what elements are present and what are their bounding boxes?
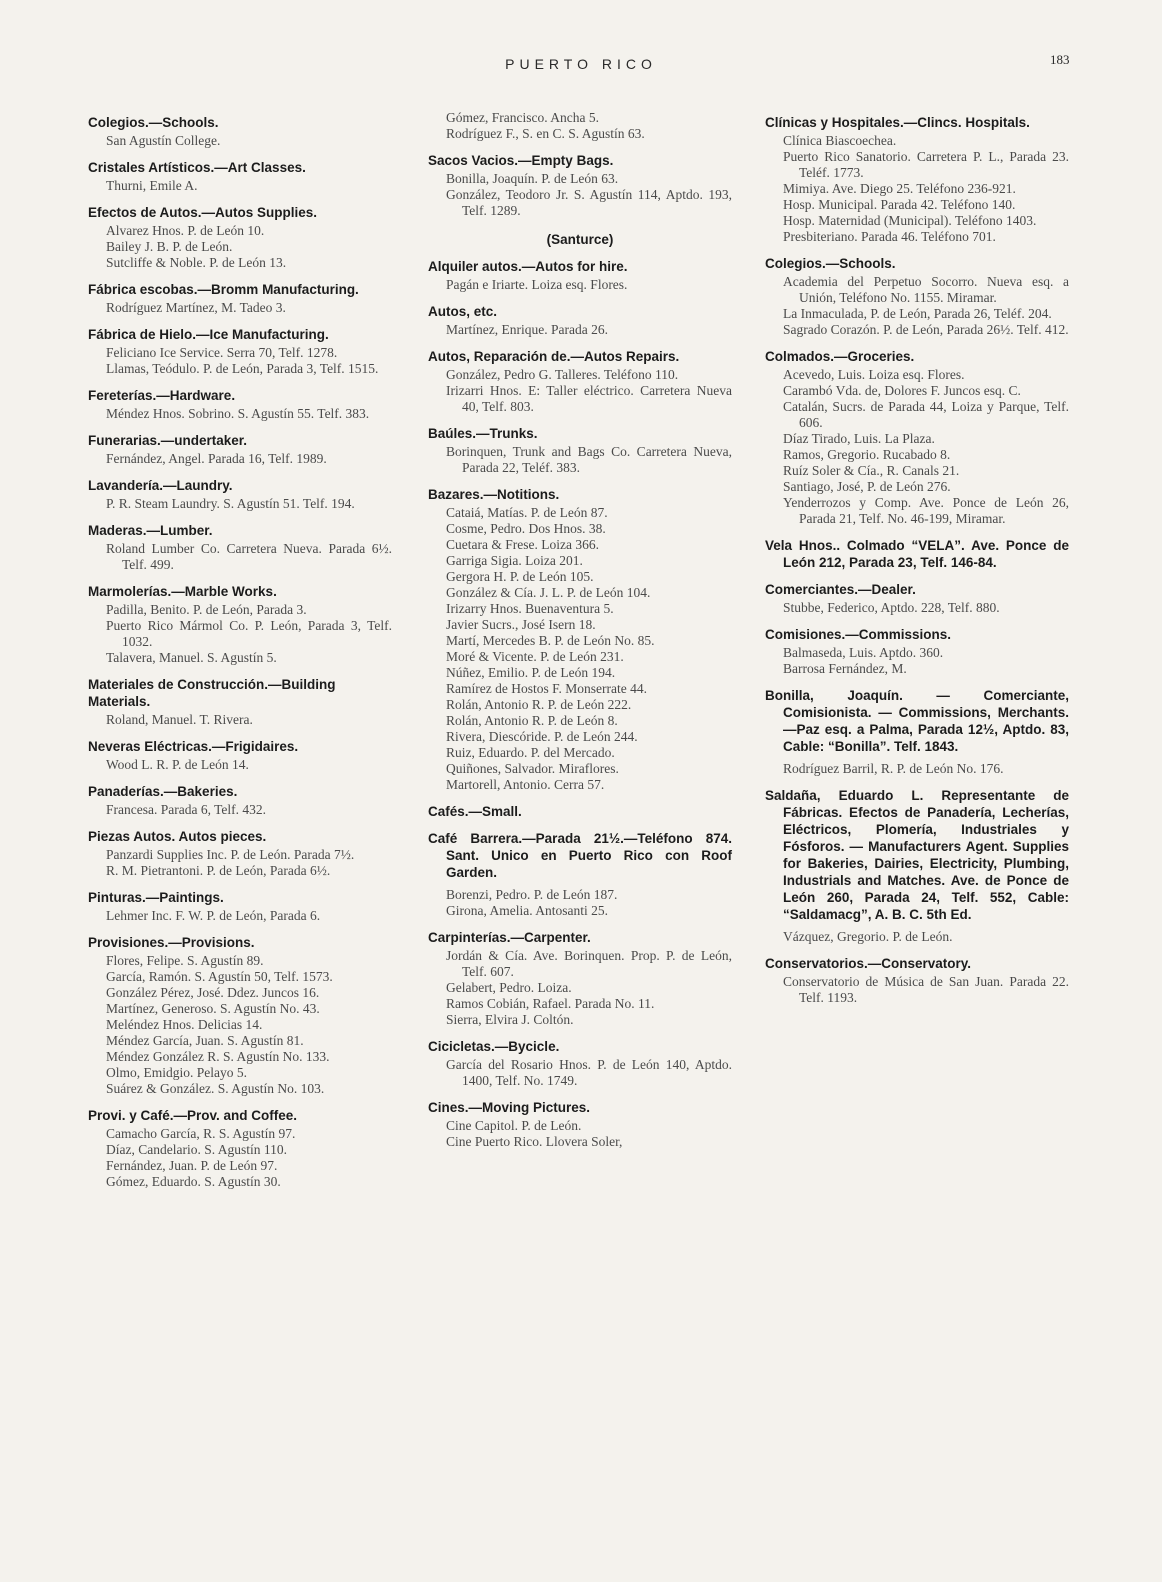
category-heading: Piezas Autos. Autos pieces. bbox=[88, 829, 267, 844]
category-heading: Clínicas y Hospitales.—Clincs. Hospitals. bbox=[765, 115, 1030, 130]
featured-listing: Café Barrera.—Parada 21½.—Teléfono 874. Sant. Unico en Puerto Rico con Roof Garden. bbox=[428, 831, 732, 880]
directory-entry: Cine Capitol. P. de León. bbox=[446, 1118, 582, 1133]
directory-entry: La Inmaculada, P. de León, Parada 26, Teléf. 204. bbox=[783, 306, 1052, 321]
directory-entry: Cine Puerto Rico. Llovera Soler, bbox=[446, 1134, 623, 1149]
directory-entry: Feliciano Ice Service. Serra 70, Telf. 1278. bbox=[106, 345, 338, 360]
directory-entry: Bonilla, Joaquín. P. de León 63. bbox=[446, 171, 619, 186]
directory-entry: Borenzi, Pedro. P. de León 187. bbox=[446, 887, 618, 902]
category-heading: Funerarias.—undertaker. bbox=[88, 433, 248, 448]
category-heading: Colmados.—Groceries. bbox=[765, 349, 915, 364]
directory-entry: González, Pedro G. Talleres. Teléfono 110. bbox=[446, 367, 679, 382]
directory-entry: Puerto Rico Mármol Co. P. León, Parada 3, Telf. 1032. bbox=[106, 618, 392, 649]
category-heading: Comisiones.—Commissions. bbox=[765, 627, 952, 642]
directory-entry: Cataiá, Matías. P. de León 87. bbox=[446, 505, 608, 520]
directory-entry: Rolán, Antonio R. P. de León 222. bbox=[446, 697, 632, 712]
directory-entry: P. R. Steam Laundry. S. Agustín 51. Telf. 194. bbox=[106, 496, 355, 511]
category-heading: Lavandería.—Laundry. bbox=[88, 478, 233, 493]
directory-entry: Camacho García, R. S. Agustín 97. bbox=[106, 1126, 296, 1141]
directory-entry: Santiago, José, P. de León 276. bbox=[783, 479, 951, 494]
directory-entry: Irizarry Hnos. Buenaventura 5. bbox=[446, 601, 614, 616]
directory-entry: Alvarez Hnos. P. de León 10. bbox=[106, 223, 265, 238]
directory-entry: Suárez & González. S. Agustín No. 103. bbox=[106, 1081, 325, 1096]
directory-entry: Núñez, Emilio. P. de León 194. bbox=[446, 665, 616, 680]
featured-listing: Saldaña, Eduardo L. Representante de Fábricas. Efectos de Panadería, Lecherías, Eléctricos, Plomería, Industriales y Fósforos. — Manufacturers Agent. Supplies for Bakeries, Dairies, Electricity, Plumbing, Industrials and Matches. Ave. de Ponce de León 260, Parada 24, Telf. 552, Cable: “Saldamacg”, A. B. C. 5th Ed. bbox=[765, 788, 1069, 922]
directory-entry: Borinquen, Trunk and Bags Co. Carretera Nueva, Parada 22, Teléf. 383. bbox=[446, 444, 732, 475]
directory-entry: Ramírez de Hostos F. Monserrate 44. bbox=[446, 681, 648, 696]
category-heading: Marmolerías.—Marble Works. bbox=[88, 584, 277, 599]
directory-entry: Acevedo, Luis. Loiza esq. Flores. bbox=[783, 367, 965, 382]
directory-entry: Méndez Hnos. Sobrino. S. Agustín 55. Telf. 383. bbox=[106, 406, 370, 421]
section-heading: (Santurce) bbox=[546, 232, 614, 247]
directory-entry: Stubbe, Federico, Aptdo. 228, Telf. 880. bbox=[783, 600, 1000, 615]
category-heading: Baúles.—Trunks. bbox=[428, 426, 538, 441]
directory-entry: Girona, Amelia. Antosanti 25. bbox=[446, 903, 608, 918]
directory-entry: Martí, Mercedes B. P. de León No. 85. bbox=[446, 633, 655, 648]
directory-entry: Ruiz, Eduardo. P. del Mercado. bbox=[446, 745, 615, 760]
featured-listing: Bonilla, Joaquín. — Comerciante, Comisionista. — Commissions, Merchants.—Paz esq. a Palma, Parada 12½, Aptdo. 83, Cable: “Bonilla”. Telf. 1843. bbox=[765, 688, 1069, 754]
category-heading: Autos, Reparación de.—Autos Repairs. bbox=[428, 349, 680, 364]
directory-entry: Sagrado Corazón. P. de León, Parada 26½. Telf. 412. bbox=[783, 322, 1069, 337]
directory-entry: Bailey J. B. P. de León. bbox=[106, 239, 233, 254]
category-heading: Neveras Eléctricas.—Frigidaires. bbox=[88, 739, 299, 754]
directory-entry: Sutcliffe & Noble. P. de León 13. bbox=[106, 255, 287, 270]
directory-entry: Gelabert, Pedro. Loiza. bbox=[446, 980, 572, 995]
directory-entry: Rivera, Diescóride. P. de León 244. bbox=[446, 729, 638, 744]
directory-entry: Meléndez Hnos. Delicias 14. bbox=[106, 1017, 263, 1032]
directory-entry: Yenderrozos y Comp. Ave. Ponce de León 26, Parada 21, Telf. No. 46-199, Miramar. bbox=[783, 495, 1069, 526]
category-heading: Cafés.—Small. bbox=[428, 804, 522, 819]
category-heading: Efectos de Autos.—Autos Supplies. bbox=[88, 205, 318, 220]
running-title: PUERTO RICO bbox=[505, 56, 657, 72]
directory-entry: Clínica Biascoechea. bbox=[783, 133, 897, 148]
directory-entry: Thurni, Emile A. bbox=[106, 178, 198, 193]
directory-entry: Hosp. Maternidad (Municipal). Teléfono 1403. bbox=[783, 213, 1037, 228]
directory-entry: Roland, Manuel. T. Rivera. bbox=[106, 712, 253, 727]
category-heading: Autos, etc. bbox=[428, 304, 498, 319]
category-heading: Pinturas.—Paintings. bbox=[88, 890, 224, 905]
page-number: 183 bbox=[1050, 52, 1070, 67]
directory-entry: Díaz Tirado, Luis. La Plaza. bbox=[783, 431, 935, 446]
directory-entry: Jordán & Cía. Ave. Borinquen. Prop. P. de León, Telf. 607. bbox=[446, 948, 732, 979]
directory-entry: Méndez García, Juan. S. Agustín 81. bbox=[106, 1033, 304, 1048]
directory-entry: Méndez González R. S. Agustín No. 133. bbox=[106, 1049, 330, 1064]
directory-entry: Ramos Cobián, Rafael. Parada No. 11. bbox=[446, 996, 655, 1011]
directory-entry: Martínez, Generoso. S. Agustín No. 43. bbox=[106, 1001, 320, 1016]
directory-column-3 bbox=[765, 110, 1069, 1006]
directory-entry: Rodríguez Barril, R. P. de León No. 176. bbox=[783, 761, 1004, 776]
directory-entry: Hosp. Municipal. Parada 42. Teléfono 140. bbox=[783, 197, 1016, 212]
directory-entry: González, Teodoro Jr. S. Agustín 114, Aptdo. 193, Telf. 1289. bbox=[446, 187, 732, 218]
directory-entry: Irizarri Hnos. E: Taller eléctrico. Carretera Nueva 40, Telf. 803. bbox=[446, 383, 732, 414]
category-heading: Carpinterías.—Carpenter. bbox=[428, 930, 591, 945]
category-heading: Panaderías.—Bakeries. bbox=[88, 784, 238, 799]
directory-entry: Ruíz Soler & Cía., R. Canals 21. bbox=[783, 463, 960, 478]
directory-entry: Roland Lumber Co. Carretera Nueva. Parada 6½. Telf. 499. bbox=[106, 541, 392, 572]
directory-entry: Rodríguez Martínez, M. Tadeo 3. bbox=[106, 300, 286, 315]
directory-entry: Padilla, Benito. P. de León, Parada 3. bbox=[106, 602, 307, 617]
category-heading: Colegios.—Schools. bbox=[88, 115, 219, 130]
directory-entry: Gergora H. P. de León 105. bbox=[446, 569, 594, 584]
directory-entry: Llamas, Teódulo. P. de León, Parada 3, Telf. 1515. bbox=[106, 361, 379, 376]
directory-entry: Sierra, Elvira J. Coltón. bbox=[446, 1012, 574, 1027]
directory-entry: Rodríguez F., S. en C. S. Agustín 63. bbox=[446, 126, 645, 141]
category-heading: Sacos Vacios.—Empty Bags. bbox=[428, 153, 614, 168]
category-heading: Fereterías.—Hardware. bbox=[88, 388, 236, 403]
directory-entry: Vázquez, Gregorio. P. de León. bbox=[783, 929, 953, 944]
category-heading: Cines.—Moving Pictures. bbox=[428, 1100, 591, 1115]
directory-entry: Talavera, Manuel. S. Agustín 5. bbox=[106, 650, 277, 665]
directory-entry: González Pérez, José. Ddez. Juncos 16. bbox=[106, 985, 320, 1000]
directory-entry: Carambó Vda. de, Dolores F. Juncos esq. C. bbox=[783, 383, 1021, 398]
directory-entry: Balmaseda, Luis. Aptdo. 360. bbox=[783, 645, 944, 660]
category-heading: Comerciantes.—Dealer. bbox=[765, 582, 916, 597]
directory-entry: Javier Sucrs., José Isern 18. bbox=[446, 617, 596, 632]
directory-entry: González & Cía. J. L. P. de León 104. bbox=[446, 585, 651, 600]
directory-entry: García, Ramón. S. Agustín 50, Telf. 1573. bbox=[106, 969, 333, 984]
directory-entry: Ramos, Gregorio. Rucabado 8. bbox=[783, 447, 951, 462]
directory-entry: Pagán e Iriarte. Loiza esq. Flores. bbox=[446, 277, 628, 292]
directory-entry: Moré & Vicente. P. de León 231. bbox=[446, 649, 624, 664]
directory-entry: Rolán, Antonio R. P. de León 8. bbox=[446, 713, 618, 728]
directory-entry: Mimiya. Ave. Diego 25. Teléfono 236-921. bbox=[783, 181, 1016, 196]
category-heading: Cristales Artísticos.—Art Classes. bbox=[88, 160, 306, 175]
category-heading: Provisiones.—Provisions. bbox=[88, 935, 255, 950]
category-heading: Maderas.—Lumber. bbox=[88, 523, 213, 538]
directory-entry: R. M. Pietrantoni. P. de León, Parada 6½. bbox=[106, 863, 331, 878]
directory-entry: Martorell, Antonio. Cerra 57. bbox=[446, 777, 605, 792]
directory-entry: Academia del Perpetuo Socorro. Nueva esq. a Unión, Teléfono No. 1155. Miramar. bbox=[783, 274, 1069, 305]
directory-entry: Presbiteriano. Parada 46. Teléfono 701. bbox=[783, 229, 996, 244]
directory-entry: Lehmer Inc. F. W. P. de León, Parada 6. bbox=[106, 908, 321, 923]
directory-entry: Conservatorio de Música de San Juan. Parada 22. Telf. 1193. bbox=[783, 974, 1069, 1005]
directory-entry: Fernández, Juan. P. de León 97. bbox=[106, 1158, 278, 1173]
category-heading: Fábrica de Hielo.—Ice Manufacturing. bbox=[88, 327, 329, 342]
featured-listing: Vela Hnos.. Colmado “VELA”. Ave. Ponce de León 212, Parada 23, Telf. 146-84. bbox=[765, 538, 1069, 570]
category-heading: Alquiler autos.—Autos for hire. bbox=[428, 259, 628, 274]
directory-entry: Gómez, Francisco. Ancha 5. bbox=[446, 110, 599, 125]
directory-entry: García del Rosario Hnos. P. de León 140, Aptdo. 1400, Telf. No. 1749. bbox=[446, 1057, 732, 1088]
directory-entry: Gómez, Eduardo. S. Agustín 30. bbox=[106, 1174, 281, 1189]
directory-entry: Quiñones, Salvador. Miraflores. bbox=[446, 761, 619, 776]
directory-entry: Garriga Sigia. Loiza 201. bbox=[446, 553, 583, 568]
directory-column-2 bbox=[428, 110, 732, 1150]
directory-entry: Flores, Felipe. S. Agustín 89. bbox=[106, 953, 264, 968]
category-heading: Cicicletas.—Bycicle. bbox=[428, 1039, 560, 1054]
directory-entry: Panzardi Supplies Inc. P. de León. Parada 7½. bbox=[106, 847, 355, 862]
category-heading: Colegios.—Schools. bbox=[765, 256, 896, 271]
category-heading: Provi. y Café.—Prov. and Coffee. bbox=[88, 1108, 298, 1123]
directory-entry: San Agustín College. bbox=[106, 133, 221, 148]
category-heading: Materiales de Construcción.—Building Materials. bbox=[88, 677, 336, 709]
directory-entry: Catalán, Sucrs. de Parada 44, Loiza y Parque, Telf. 606. bbox=[783, 399, 1069, 430]
directory-entry: Cuetara & Frese. Loiza 366. bbox=[446, 537, 599, 552]
directory-entry: Fernández, Angel. Parada 16, Telf. 1989. bbox=[106, 451, 327, 466]
category-heading: Bazares.—Notitions. bbox=[428, 487, 560, 502]
directory-entry: Puerto Rico Sanatorio. Carretera P. L., Parada 23. Teléf. 1773. bbox=[783, 149, 1069, 180]
directory-entry: Cosme, Pedro. Dos Hnos. 38. bbox=[446, 521, 606, 536]
directory-column-1 bbox=[88, 110, 392, 1190]
directory-entry: Wood L. R. P. de León 14. bbox=[106, 757, 249, 772]
directory-entry: Olmo, Emidgio. Pelayo 5. bbox=[106, 1065, 247, 1080]
directory-entry: Díaz, Candelario. S. Agustín 110. bbox=[106, 1142, 287, 1157]
directory-entry: Barrosa Fernández, M. bbox=[783, 661, 907, 676]
directory-entry: Martínez, Enrique. Parada 26. bbox=[446, 322, 608, 337]
category-heading: Conservatorios.—Conservatory. bbox=[765, 956, 972, 971]
category-heading: Fábrica escobas.—Bromm Manufacturing. bbox=[88, 282, 359, 297]
directory-entry: Francesa. Parada 6, Telf. 432. bbox=[106, 802, 267, 817]
